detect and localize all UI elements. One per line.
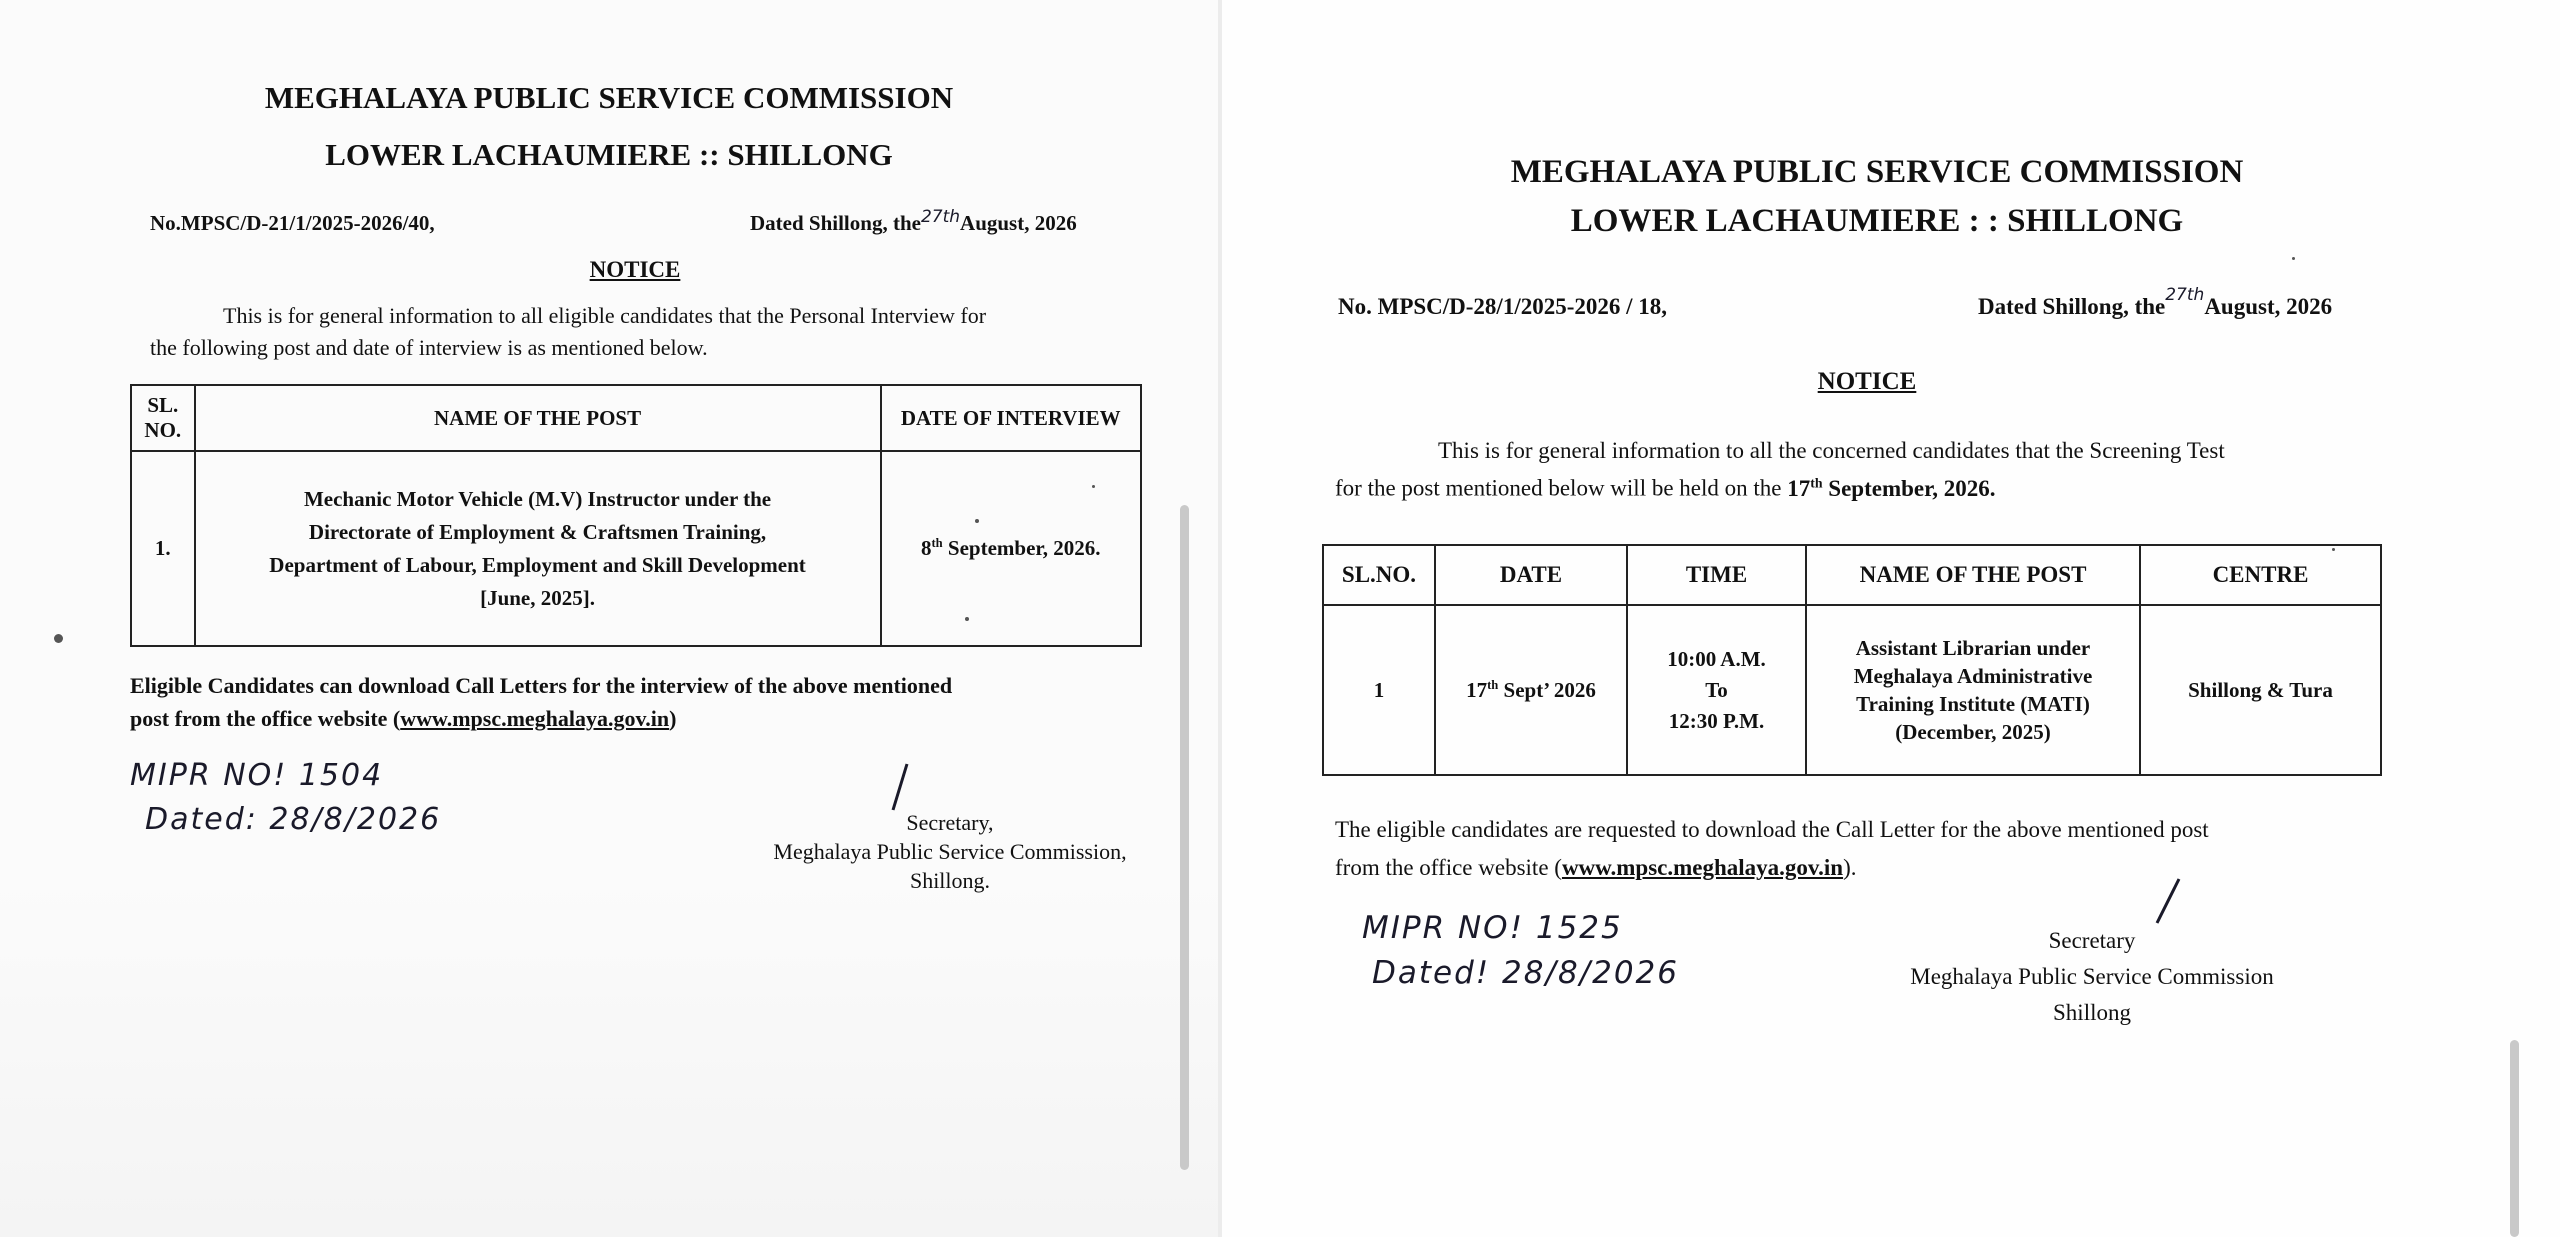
ink-speck bbox=[965, 617, 969, 621]
right-org-title: MEGHALAYA PUBLIC SERVICE COMMISSION bbox=[1510, 154, 2244, 190]
right-reference-number: No. MPSC/D-28/1/2025-2026 / 18, bbox=[1338, 294, 1668, 319]
row-time bbox=[1627, 605, 1806, 775]
post-line: (December, 2025) bbox=[1895, 720, 2051, 744]
right-notice-page bbox=[1222, 0, 2560, 1237]
date-suffix: th bbox=[931, 536, 943, 550]
ink-speck bbox=[2292, 257, 2295, 260]
right-sign-place: Shillong bbox=[2053, 1000, 2131, 1025]
left-interview-table bbox=[130, 384, 1142, 647]
right-org-address: LOWER LACHAUMIERE : : SHILLONG bbox=[1570, 203, 2184, 239]
date-day: 17 bbox=[1466, 677, 1488, 702]
right-date-suffix: August, 2026 bbox=[2204, 294, 2333, 319]
right-dated-handwritten: Dated! 28/8/2026 bbox=[1372, 955, 1680, 991]
time-line: 12:30 P.M. bbox=[1668, 708, 1765, 733]
row-post-name bbox=[1806, 605, 2140, 775]
download-suffix: ). bbox=[1843, 855, 1857, 880]
header-time: TIME bbox=[1627, 545, 1806, 605]
left-org-title: MEGHALAYA PUBLIC SERVICE COMMISSION bbox=[264, 80, 954, 115]
left-intro-line-1: This is for general information to all eligible candidates that the Personal Interview for bbox=[223, 303, 987, 328]
post-line: Mechanic Motor Vehicle (M.V) Instructor under the bbox=[303, 486, 772, 511]
left-sign-title: Secretary, bbox=[906, 810, 994, 835]
post-line: Directorate of Employment & Craftsmen Training, bbox=[308, 519, 767, 544]
date-day: 8 bbox=[920, 536, 932, 560]
post-line: [June, 2025]. bbox=[480, 585, 595, 610]
intro-exam-date bbox=[1787, 476, 1995, 501]
left-dated-handwritten: Dated: 28/8/2026 bbox=[145, 802, 442, 837]
right-handwritten-day: 27th bbox=[2165, 285, 2205, 305]
table-row bbox=[1323, 605, 2381, 775]
row-sl-no: 1 bbox=[1323, 605, 1435, 775]
header-post-name: NAME OF THE POST bbox=[1806, 545, 2140, 605]
right-scrollbar-thumb[interactable] bbox=[2510, 1040, 2519, 1237]
time-line: To bbox=[1705, 677, 1728, 702]
intro-date-rest: September, 2026. bbox=[1822, 475, 1996, 501]
right-signature-mark bbox=[2147, 875, 2187, 930]
intro-date-suffix: th bbox=[1810, 475, 1823, 490]
date-rest: September, 2026. bbox=[942, 536, 1101, 560]
right-download-line-1: The eligible candidates are requested to download the Call Letter for the above mentioned post bbox=[1335, 817, 2209, 842]
right-sign-title: Secretary bbox=[2048, 928, 2136, 953]
left-website-link[interactable]: www.mpsc.meghalaya.gov.in bbox=[400, 706, 670, 731]
right-date-prefix: Dated Shillong, the bbox=[1978, 294, 2166, 319]
header-date: DATE bbox=[1435, 545, 1627, 605]
left-handwritten-day: 27th bbox=[920, 207, 961, 227]
header-interview-date: DATE OF INTERVIEW bbox=[881, 385, 1141, 451]
download-prefix: from the office website ( bbox=[1335, 855, 1562, 880]
ink-speck bbox=[2332, 548, 2335, 551]
table-row bbox=[131, 451, 1141, 646]
table-header-row bbox=[131, 385, 1141, 451]
left-reference-number: No.MPSC/D-21/1/2025-2026/40, bbox=[150, 211, 435, 235]
left-download-line-2 bbox=[130, 706, 677, 732]
right-notice-heading: NOTICE bbox=[1817, 368, 1917, 395]
right-dated-line bbox=[1978, 285, 2333, 320]
left-notice-page bbox=[0, 0, 1218, 1237]
download-suffix: ) bbox=[669, 706, 677, 731]
left-download-line-1: Eligible Candidates can download Call Letters for the interview of the above mentioned bbox=[130, 673, 953, 698]
ink-speck bbox=[975, 519, 979, 523]
date-suffix: th bbox=[1487, 677, 1499, 692]
left-intro-line-2: the following post and date of interview is as mentioned below. bbox=[150, 335, 708, 360]
left-dated-line bbox=[750, 207, 1077, 236]
right-website-link[interactable]: www.mpsc.meghalaya.gov.in bbox=[1561, 855, 1844, 880]
right-intro-line-2 bbox=[1335, 475, 1995, 502]
post-line: Training Institute (MATI) bbox=[1856, 692, 2090, 716]
right-mipr-handwritten: MIPR NO! 1525 bbox=[1362, 910, 1623, 946]
left-sign-org: Meghalaya Public Service Commission, bbox=[773, 839, 1127, 864]
header-post-name: NAME OF THE POST bbox=[195, 385, 881, 451]
row-interview-date bbox=[881, 451, 1141, 646]
left-signature-mark bbox=[885, 760, 915, 815]
ink-speck bbox=[1092, 485, 1095, 488]
post-line: Meghalaya Administrative bbox=[1853, 664, 2093, 688]
row-post-name bbox=[195, 451, 881, 646]
right-sign-org: Meghalaya Public Service Commission bbox=[1910, 964, 2274, 989]
post-line: Department of Labour, Employment and Skill Development bbox=[269, 552, 806, 577]
row-date bbox=[1435, 605, 1627, 775]
left-date-suffix: August, 2026 bbox=[960, 211, 1077, 235]
page-shade bbox=[0, 880, 1218, 1237]
table-header-row bbox=[1323, 545, 2381, 605]
right-download-line-2 bbox=[1335, 855, 1857, 881]
date-rest: Sept’ 2026 bbox=[1498, 677, 1596, 702]
right-screening-table bbox=[1322, 544, 2382, 776]
intro-prefix: for the post mentioned below will be held on the bbox=[1335, 475, 1788, 501]
left-mipr-handwritten: MIPR NO! 1504 bbox=[130, 758, 384, 793]
header-centre: CENTRE bbox=[2140, 545, 2381, 605]
header-sl-no: SL.NO. bbox=[1323, 545, 1435, 605]
ink-speck bbox=[54, 634, 63, 643]
left-notice-heading: NOTICE bbox=[589, 257, 681, 282]
left-org-address: LOWER LACHAUMIERE :: SHILLONG bbox=[325, 137, 893, 172]
right-intro-line-1: This is for general information to all the concerned candidates that the Screening Test bbox=[1438, 438, 2225, 463]
row-sl-no: 1. bbox=[131, 451, 195, 646]
left-date-prefix: Dated Shillong, the bbox=[750, 211, 921, 235]
header-sl-no: SL. NO. bbox=[131, 385, 195, 451]
row-centre: Shillong & Tura bbox=[2140, 605, 2381, 775]
download-prefix: post from the office website ( bbox=[130, 706, 401, 731]
left-scrollbar-thumb[interactable] bbox=[1180, 505, 1189, 1170]
intro-date-day: 17 bbox=[1787, 475, 1811, 501]
time-line: 10:00 A.M. bbox=[1667, 646, 1766, 671]
post-line: Assistant Librarian under bbox=[1855, 636, 2091, 660]
left-sign-place: Shillong. bbox=[909, 868, 991, 893]
